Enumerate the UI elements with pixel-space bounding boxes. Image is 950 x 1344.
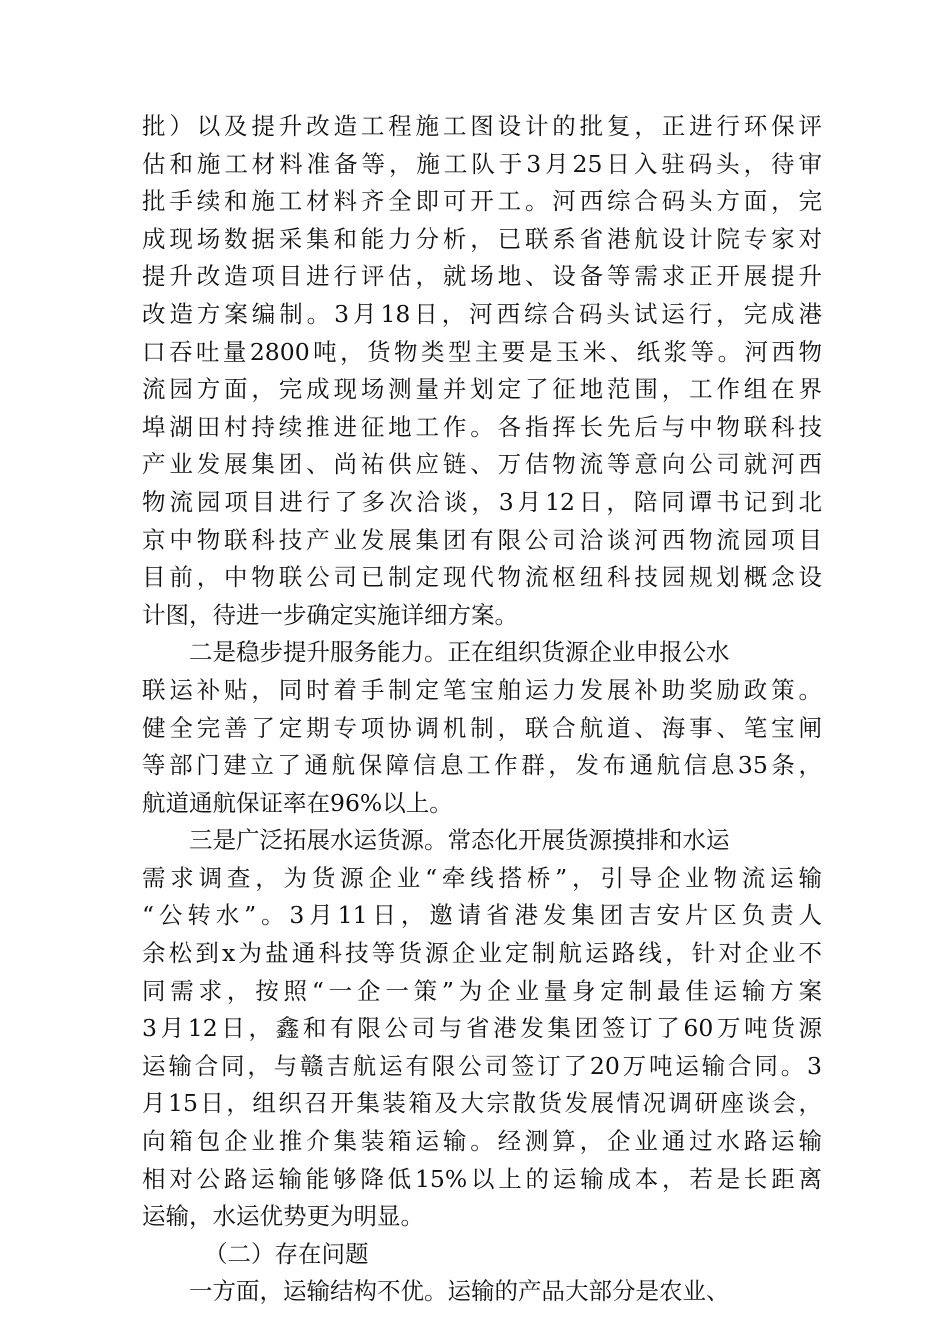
text-line: 二是稳步提升服务能力。正在组织货源企业申报公水 [189, 638, 730, 667]
section-heading-existing-problems [142, 1236, 822, 1274]
text-line: 成现场数据采集和能力分析，已联系省港航设计院专家对 [142, 224, 822, 253]
text-line: 埠湖田村持续推进征地工作。各指挥长先后与中物联科技 [142, 412, 822, 441]
text-line: 同需求，按照“一企一策”为企业量身定制最佳运输方案 [142, 976, 822, 1005]
text-line: 京中物联科技产业发展集团有限公司洽谈河西物流园项目 [142, 525, 822, 554]
text-line: 健全完善了定期专项协调机制，联合航道、海事、笔宝闸 [142, 713, 822, 742]
text-line: 三是广泛拓展水运货源。常态化开展货源摸排和水运 [189, 826, 730, 855]
text-line: 物流园项目进行了多次洽谈，3月12日，陪同谭书记到北 [142, 487, 822, 516]
text-line: 估和施工材料准备等，施工队于3月25日入驻码头，待审 [142, 149, 822, 178]
text-line: 需求调查，为货源企业“牵线搭桥”，引导企业物流运输 [142, 863, 822, 892]
document-body [142, 108, 822, 1311]
text-line: 目前，中物联公司已制定现代物流枢纽科技园规划概念设 [142, 563, 822, 592]
paragraph-transport-structure [142, 1273, 822, 1311]
text-line: 等部门建立了通航保障信息工作群，发布通航信息35条， [142, 751, 822, 780]
text-line: 运输，水运优势更为明显。 [142, 1202, 424, 1231]
text-line: 月15日，组织召开集装箱及大宗散货发展情况调研座谈会， [142, 1089, 822, 1118]
text-line: 余松到x为盐通科技等货源企业定制航运路线，针对企业不 [142, 939, 822, 968]
text-line: 3月12日，鑫和有限公司与省港发集团签订了60万吨货源 [142, 1014, 822, 1043]
text-line: 运输合同，与赣吉航运有限公司签订了20万吨运输合同。3 [142, 1051, 822, 1080]
paragraph-service-capacity [142, 634, 822, 822]
text-line: 提升改造项目进行评估，就场地、设备等需求正开展提升 [142, 262, 822, 291]
text-line: 产业发展集团、尚祐供应链、万佶物流等意向公司就河西 [142, 450, 822, 479]
text-line: 批）以及提升改造工程施工图设计的批复，正进行环保评 [142, 112, 822, 140]
text-line: 联运补贴，同时着手制定笔宝舶运力发展补助奖励政策。 [142, 675, 822, 704]
text-line: 一方面，运输结构不优。运输的产品大部分是农业、 [189, 1277, 730, 1306]
text-line: 相对公路运输能够降低15%以上的运输成本，若是长距离 [142, 1164, 822, 1193]
paragraph-freight-sources [142, 822, 822, 1236]
text-line: 批手续和施工材料齐全即可开工。河西综合码头方面，完 [142, 187, 822, 216]
text-line: 计图，待进一步确定实施详细方案。 [142, 600, 518, 629]
paragraph-project-progress [142, 108, 822, 634]
text-line: “公转水”。3月11日，邀请省港发集团吉安片区负责人 [142, 901, 822, 930]
text-line: 改造方案编制。3月18日，河西综合码头试运行，完成港 [142, 299, 822, 328]
text-line: 航道通航保证率在96%以上。 [142, 788, 453, 817]
section-heading: （二）存在问题 [204, 1239, 369, 1268]
text-line: 口吞吐量2800吨，货物类型主要是玉米、纸浆等。河西物 [142, 337, 822, 366]
text-line: 流园方面，完成现场测量并划定了征地范围，工作组在界 [142, 375, 822, 404]
text-line: 向箱包企业推介集装箱运输。经测算，企业通过水路运输 [142, 1127, 822, 1156]
